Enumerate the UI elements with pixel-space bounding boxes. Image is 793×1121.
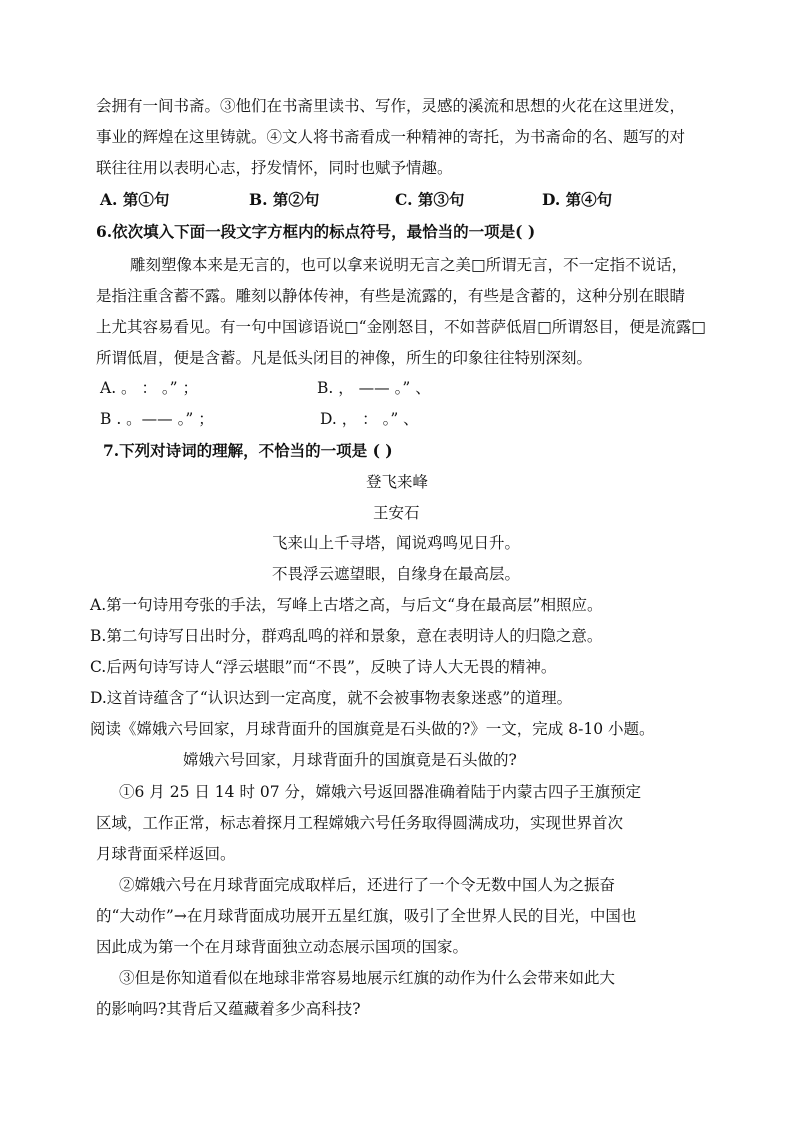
q7-option-d: D.这首诗蕴含了“认识达到一定高度，就不会被事物表象迷惑”的道理。 xyxy=(90,689,573,707)
poem-line-2: 不畏浮云遮望眼，自缘身在最高层。 xyxy=(272,565,521,583)
passage-line-1: 会拥有一间书斋。③他们在书斋里读书、写作，灵感的溪流和思想的火花在这里迸发， xyxy=(96,97,686,115)
q6-passage-line-4: 所谓低眉，便是含蓄。凡是低头闭目的神像，所生的印象往往特别深刻。 xyxy=(96,349,593,367)
q6-option-c: B . 。—— 。” ； xyxy=(100,410,214,428)
q6-option-a: A. 。 ： 。” ； xyxy=(100,379,199,397)
q6-passage-line-1: 雕刻塑像本来是无言的，也可以拿来说明无言之美□所谓无言，不一定指不说话， xyxy=(130,256,688,274)
q6-stem: 6.依次填入下面一段文字方框内的标点符号，最恰当的一项是( ) xyxy=(96,222,536,241)
passage-line-2: 事业的辉煌在这里铸就。④文人将书斋看成一种精神的寄托，为书斋命的名、题写的对 xyxy=(96,128,686,146)
article-para-1-line-3: 月球背面采样返回。 xyxy=(96,845,236,863)
passage-line-3: 联往往用以表明心志，抒发情怀，同时也赋予情趣。 xyxy=(96,159,453,177)
q7-option-a: A.第一句诗用夸张的手法，写峰上古塔之高，与后文“身在最高层”相照应。 xyxy=(90,596,603,614)
article-para-2-line-3: 因此成为第一个在月球背面独立动态展示国项的国家。 xyxy=(96,938,469,956)
q7-stem: 7.下列对诗词的理解，不恰当的一项是 ( ) xyxy=(103,441,393,460)
article-para-2-line-1: ②嫦娥六号在月球背面完成取样后，还进行了一个令无数中国人为之振奋 xyxy=(119,876,616,894)
article-para-1-line-1: ①6 月 25 日 14 时 07 分，嫦娥六号返回器准确着陆于内蒙古四子王旗预定 xyxy=(119,783,642,801)
article-para-1-line-2: 区域，工作正常，标志着探月工程嫦娥六号任务取得圆满成功，实现世界首次 xyxy=(96,814,624,832)
q7-option-b: B.第二句诗写日出时分，群鸡乱鸣的祥和景象，意在表明诗人的归隐之意。 xyxy=(90,627,603,645)
reading-intro: 阅读《嫦娥六号回家，月球背面升的国旗竟是石头做的?》一文，完成 8-10 小题。 xyxy=(90,720,655,738)
article-title: 嫦娥六号回家，月球背面升的国旗竟是石头做的? xyxy=(183,751,517,769)
q6-passage-line-2: 是指注重含蓄不露。雕刻以静体传神，有些是流露的，有些是含蓄的，这种分别在眼睛 xyxy=(96,287,686,305)
poem-line-1: 飞来山上千寻塔，闻说鸡鸣见日升。 xyxy=(272,534,521,552)
poem-author: 王安石 xyxy=(373,504,420,522)
poem-title: 登飞来峰 xyxy=(366,473,429,491)
q5-option-b: B. 第②句 xyxy=(249,190,320,209)
q6-passage-line-3: 上尤其容易看见。有一句中国谚语说□“金刚怒目，不如菩萨低眉□所谓怒目，便是流露□ xyxy=(96,318,706,336)
q6-option-d: D. ， ： 。” 、 xyxy=(320,410,419,428)
article-para-2-line-2: 的“大动作”→在月球背面成功展开五星红旗，吸引了全世界人民的目光，中国也 xyxy=(96,907,637,925)
q5-option-a: A. 第①句 xyxy=(100,190,170,209)
q7-option-c: C.后两句诗写诗人“浮云堪眼”而“不畏”，反映了诗人大无畏的精神。 xyxy=(90,658,557,676)
q5-option-c: C. 第③句 xyxy=(395,190,465,209)
q6-option-b: B. ， —— 。” 、 xyxy=(317,379,431,397)
article-para-3-line-1: ③但是你知道看似在地球非常容易地展示红旗的动作为什么会带来如此大 xyxy=(119,969,616,987)
q5-option-d: D. 第④句 xyxy=(542,190,613,209)
article-para-3-line-2: 的影响吗?其背后又蕴藏着多少高科技? xyxy=(96,1000,361,1018)
